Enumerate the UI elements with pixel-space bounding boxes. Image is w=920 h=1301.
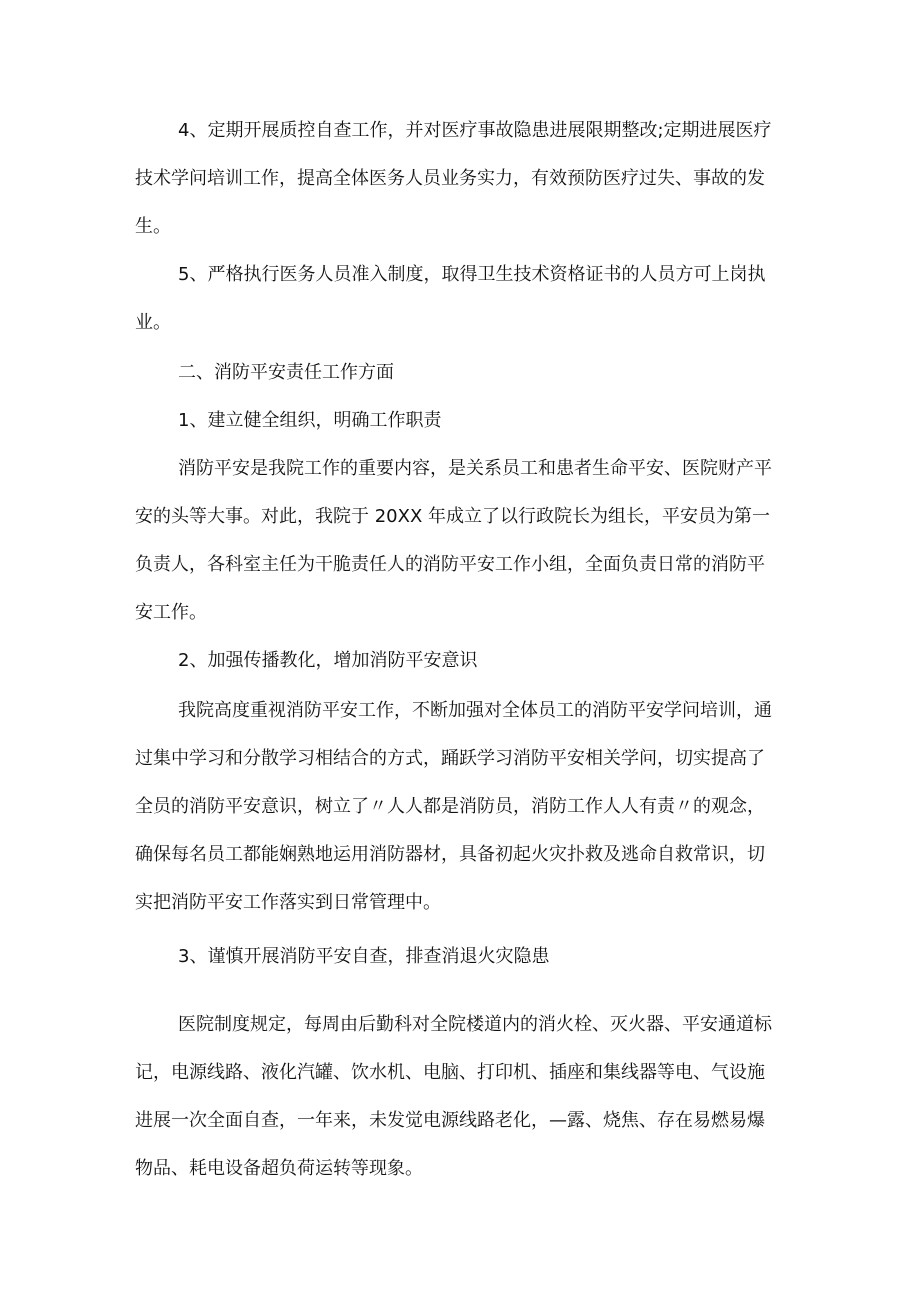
body-2-line-4: 确保每名员工都能娴熟地运用消防器材，具备初起火灾扑救及逃命自救常识，切 bbox=[135, 844, 765, 865]
subheading-3: 3、谨慎开展消防平安自查，排查消退火灾隐患 bbox=[178, 946, 550, 967]
item-5-line-1: 5、严格执行医务人员准入制度，取得卫生技术资格证书的人员方可上岗执 bbox=[178, 264, 766, 285]
body-2-line-1: 我院高度重视消防平安工作，不断加强对全体员工的消防平安学问培训，通 bbox=[178, 700, 772, 721]
body-2-line-5: 实把消防平安工作落实到日常管理中。 bbox=[135, 892, 441, 913]
body-3-line-4: 物品、耗电设备超负荷运转等现象。 bbox=[135, 1158, 423, 1179]
body-1-line-2: 安的头等大事。对此，我院于 20XX 年成立了以行政院长为组长，平安员为第一 bbox=[135, 506, 771, 527]
body-1-line-1: 消防平安是我院工作的重要内容，是关系员工和患者生命平安、医院财产平 bbox=[178, 458, 772, 479]
subheading-1: 1、建立健全组织，明确工作职责 bbox=[178, 410, 442, 431]
item-4-line-2: 技术学问培训工作，提高全体医务人员业务实力，有效预防医疗过失、事故的发 bbox=[135, 168, 765, 189]
item-4-line-1: 4、定期开展质控自查工作，并对医疗事故隐患进展限期整改;定期进展医疗 bbox=[178, 120, 772, 141]
item-5-line-2: 业。 bbox=[135, 312, 171, 333]
body-1-line-4: 安工作。 bbox=[135, 602, 207, 623]
body-3-line-1: 医院制度规定，每周由后勤科对全院楼道内的消火栓、灭火器、平安通道标 bbox=[178, 1014, 772, 1035]
subheading-2: 2、加强传播教化，增加消防平安意识 bbox=[178, 650, 478, 671]
body-2-line-3: 全员的消防平安意识，树立了〃人人都是消防员，消防工作人人有责〃的观念， bbox=[135, 796, 765, 817]
body-2-line-2: 过集中学习和分散学习相结合的方式，踊跃学习消防平安相关学问，切实提高了 bbox=[135, 748, 765, 769]
body-1-line-3: 负责人，各科室主任为干脆责任人的消防平安工作小组，全面负责日常的消防平 bbox=[135, 554, 765, 575]
body-3-line-2: 记，电源线路、液化汽罐、饮水机、电脑、打印机、插座和集线器等电、气设施 bbox=[135, 1062, 765, 1083]
item-4-line-3: 生。 bbox=[135, 216, 171, 237]
body-3-line-3: 进展一次全面自查，一年来，未发觉电源线路老化，—露、烧焦、存在易燃易爆 bbox=[135, 1110, 765, 1131]
section-heading: 二、消防平安责任工作方面 bbox=[178, 362, 394, 383]
